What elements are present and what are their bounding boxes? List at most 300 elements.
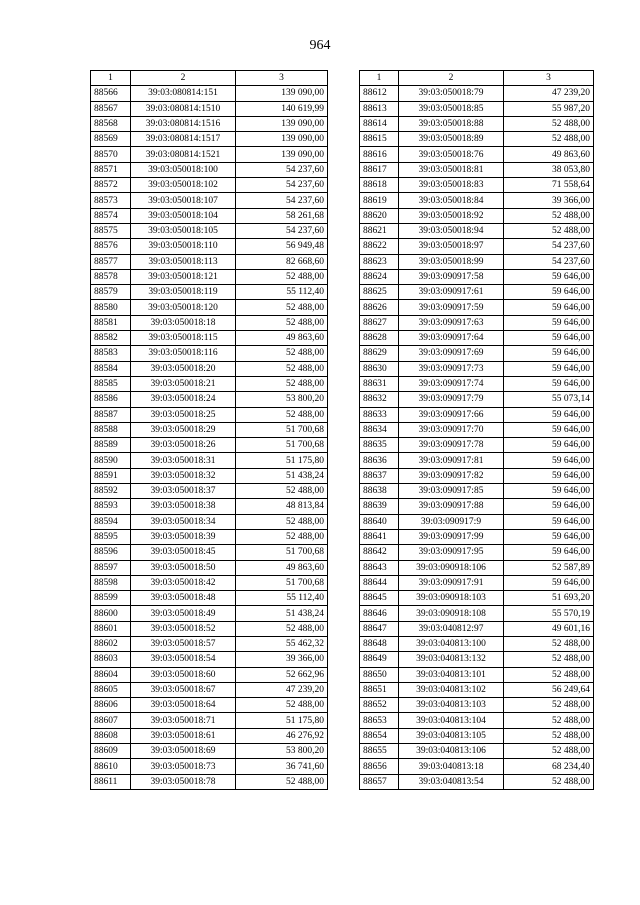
cadastral-number-cell: 39:03:090918:103 — [399, 591, 504, 606]
value-cell: 59 646,00 — [504, 545, 594, 560]
value-cell: 71 558,64 — [504, 178, 594, 193]
value-cell: 52 488,00 — [236, 300, 328, 315]
row-number-cell: 88652 — [360, 698, 399, 713]
table-row — [91, 422, 328, 437]
table-row — [360, 331, 594, 346]
value-cell: 54 237,60 — [236, 193, 328, 208]
column-header: 2 — [131, 71, 236, 86]
table-row — [91, 759, 328, 774]
value-cell: 39 366,00 — [236, 652, 328, 667]
table-row — [91, 636, 328, 651]
cadastral-number-cell: 39:03:050018:115 — [131, 331, 236, 346]
cadastral-number-cell: 39:03:050018:69 — [131, 744, 236, 759]
table-row — [360, 545, 594, 560]
cadastral-number-cell: 39:03:090917:61 — [399, 285, 504, 300]
table-row — [360, 667, 594, 682]
table-row — [91, 86, 328, 101]
value-cell: 139 090,00 — [236, 86, 328, 101]
value-cell: 59 646,00 — [504, 331, 594, 346]
table-row — [91, 162, 328, 177]
cadastral-number-cell: 39:03:040813:102 — [399, 682, 504, 697]
row-number-cell: 88583 — [91, 346, 131, 361]
cadastral-number-cell: 39:03:090918:106 — [399, 560, 504, 575]
table-row — [91, 529, 328, 544]
table-row — [91, 116, 328, 131]
value-cell: 68 234,40 — [504, 759, 594, 774]
table-row — [360, 774, 594, 789]
value-cell: 52 488,00 — [236, 514, 328, 529]
value-cell: 52 488,00 — [504, 116, 594, 131]
cadastral-number-cell: 39:03:050018:45 — [131, 545, 236, 560]
row-number-cell: 88586 — [91, 392, 131, 407]
row-number-cell: 88614 — [360, 116, 399, 131]
table-row — [360, 193, 594, 208]
cadastral-number-cell: 39:03:080814:1517 — [131, 132, 236, 147]
value-cell: 51 700,68 — [236, 545, 328, 560]
table-row — [360, 453, 594, 468]
cadastral-number-cell: 39:03:040813:100 — [399, 636, 504, 651]
value-cell: 52 488,00 — [504, 744, 594, 759]
table-row — [91, 193, 328, 208]
table-row — [360, 162, 594, 177]
row-number-cell: 88639 — [360, 499, 399, 514]
row-number-cell: 88574 — [91, 208, 131, 223]
value-cell: 53 800,20 — [236, 392, 328, 407]
cadastral-number-cell: 39:03:050018:81 — [399, 162, 504, 177]
column-header: 1 — [91, 71, 131, 86]
row-number-cell: 88584 — [91, 361, 131, 376]
cadastral-number-cell: 39:03:050018:116 — [131, 346, 236, 361]
row-number-cell: 88570 — [91, 147, 131, 162]
table-row — [91, 361, 328, 376]
value-cell: 52 488,00 — [236, 698, 328, 713]
row-number-cell: 88582 — [91, 331, 131, 346]
row-number-cell: 88655 — [360, 744, 399, 759]
value-cell: 52 488,00 — [236, 774, 328, 789]
row-number-cell: 88626 — [360, 300, 399, 315]
table-row — [360, 652, 594, 667]
cadastral-number-cell: 39:03:090917:99 — [399, 529, 504, 544]
row-number-cell: 88575 — [91, 223, 131, 238]
table-row — [91, 300, 328, 315]
column-header: 3 — [504, 71, 594, 86]
value-cell: 53 800,20 — [236, 744, 328, 759]
table-row — [360, 438, 594, 453]
table-row — [91, 331, 328, 346]
value-cell: 52 488,00 — [504, 667, 594, 682]
row-number-cell: 88656 — [360, 759, 399, 774]
row-number-cell: 88569 — [91, 132, 131, 147]
cadastral-number-cell: 39:03:050018:57 — [131, 636, 236, 651]
row-number-cell: 88580 — [91, 300, 131, 315]
cadastral-number-cell: 39:03:050018:104 — [131, 208, 236, 223]
value-cell: 52 488,00 — [504, 698, 594, 713]
table-row — [360, 529, 594, 544]
table-row — [360, 499, 594, 514]
cadastral-number-cell: 39:03:050018:64 — [131, 698, 236, 713]
row-number-cell: 88651 — [360, 682, 399, 697]
cadastral-number-cell: 39:03:050018:84 — [399, 193, 504, 208]
value-cell: 54 237,60 — [504, 239, 594, 254]
value-cell: 59 646,00 — [504, 453, 594, 468]
table-row — [360, 254, 594, 269]
row-number-cell: 88617 — [360, 162, 399, 177]
table-row — [360, 636, 594, 651]
table-row — [360, 285, 594, 300]
cadastral-number-cell: 39:03:050018:102 — [131, 178, 236, 193]
cadastral-number-cell: 39:03:090917:63 — [399, 315, 504, 330]
table-row — [360, 728, 594, 743]
cadastral-number-cell: 39:03:050018:99 — [399, 254, 504, 269]
value-cell: 39 366,00 — [504, 193, 594, 208]
row-number-cell: 88601 — [91, 621, 131, 636]
value-cell: 52 488,00 — [236, 529, 328, 544]
row-number-cell: 88629 — [360, 346, 399, 361]
table-row — [91, 499, 328, 514]
value-cell: 49 863,60 — [236, 560, 328, 575]
table-row — [360, 575, 594, 590]
table-row — [91, 713, 328, 728]
value-cell: 59 646,00 — [504, 514, 594, 529]
value-cell: 51 175,80 — [236, 453, 328, 468]
value-cell: 52 488,00 — [236, 346, 328, 361]
value-cell: 59 646,00 — [504, 499, 594, 514]
cadastral-number-cell: 39:03:090917:58 — [399, 269, 504, 284]
cadastral-number-cell: 39:03:090917:66 — [399, 407, 504, 422]
row-number-cell: 88581 — [91, 315, 131, 330]
row-number-cell: 88607 — [91, 713, 131, 728]
table-row — [360, 147, 594, 162]
value-cell: 59 646,00 — [504, 315, 594, 330]
row-number-cell: 88604 — [91, 667, 131, 682]
row-number-cell: 88589 — [91, 438, 131, 453]
cadastral-number-cell: 39:03:050018:119 — [131, 285, 236, 300]
row-number-cell: 88592 — [91, 484, 131, 499]
table-row — [360, 239, 594, 254]
table-row — [360, 468, 594, 483]
row-number-cell: 88636 — [360, 453, 399, 468]
cadastral-number-cell: 39:03:040813:132 — [399, 652, 504, 667]
value-cell: 59 646,00 — [504, 300, 594, 315]
row-number-cell: 88610 — [91, 759, 131, 774]
column-header: 3 — [236, 71, 328, 86]
row-number-cell: 88641 — [360, 529, 399, 544]
row-number-cell: 88649 — [360, 652, 399, 667]
cadastral-number-cell: 39:03:080814:1521 — [131, 147, 236, 162]
table-row — [360, 621, 594, 636]
row-number-cell: 88585 — [91, 376, 131, 391]
table-row — [360, 178, 594, 193]
cadastral-number-cell: 39:03:050018:26 — [131, 438, 236, 453]
cadastral-number-cell: 39:03:050018:32 — [131, 468, 236, 483]
row-number-cell: 88593 — [91, 499, 131, 514]
value-cell: 52 488,00 — [504, 713, 594, 728]
cadastral-number-cell: 39:03:050018:21 — [131, 376, 236, 391]
value-cell: 52 488,00 — [236, 621, 328, 636]
table-row — [91, 744, 328, 759]
value-cell: 54 237,60 — [236, 162, 328, 177]
table-row — [91, 545, 328, 560]
value-cell: 51 700,68 — [236, 575, 328, 590]
table-row — [360, 208, 594, 223]
cadastral-number-cell: 39:03:050018:25 — [131, 407, 236, 422]
cadastral-number-cell: 39:03:050018:120 — [131, 300, 236, 315]
cadastral-number-cell: 39:03:090917:9 — [399, 514, 504, 529]
cadastral-number-cell: 39:03:050018:100 — [131, 162, 236, 177]
value-cell: 51 700,68 — [236, 438, 328, 453]
row-number-cell: 88620 — [360, 208, 399, 223]
cadastral-number-cell: 39:03:050018:49 — [131, 606, 236, 621]
value-cell: 55 073,14 — [504, 392, 594, 407]
row-number-cell: 88631 — [360, 376, 399, 391]
cadastral-number-cell: 39:03:040813:54 — [399, 774, 504, 789]
cadastral-number-cell: 39:03:090917:69 — [399, 346, 504, 361]
cadastral-number-cell: 39:03:090917:88 — [399, 499, 504, 514]
cadastral-number-cell: 39:03:050018:37 — [131, 484, 236, 499]
value-cell: 59 646,00 — [504, 285, 594, 300]
row-number-cell: 88657 — [360, 774, 399, 789]
cadastral-number-cell: 39:03:050018:73 — [131, 759, 236, 774]
row-number-cell: 88599 — [91, 591, 131, 606]
table-row — [91, 698, 328, 713]
cadastral-number-cell: 39:03:090917:82 — [399, 468, 504, 483]
cadastral-number-cell: 39:03:050018:18 — [131, 315, 236, 330]
row-number-cell: 88577 — [91, 254, 131, 269]
table-row — [91, 438, 328, 453]
row-number-cell: 88590 — [91, 453, 131, 468]
table-row — [91, 468, 328, 483]
table-row — [360, 682, 594, 697]
cadastral-number-cell: 39:03:050018:34 — [131, 514, 236, 529]
row-number-cell: 88612 — [360, 86, 399, 101]
row-number-cell: 88602 — [91, 636, 131, 651]
table-row — [360, 606, 594, 621]
row-number-cell: 88638 — [360, 484, 399, 499]
table-row — [360, 484, 594, 499]
row-number-cell: 88568 — [91, 116, 131, 131]
cadastral-number-cell: 39:03:090917:64 — [399, 331, 504, 346]
cadastral-number-cell: 39:03:040813:104 — [399, 713, 504, 728]
table-row — [91, 774, 328, 789]
row-number-cell: 88566 — [91, 86, 131, 101]
table-row — [360, 376, 594, 391]
value-cell: 52 488,00 — [236, 407, 328, 422]
value-cell: 51 175,80 — [236, 713, 328, 728]
cadastral-number-cell: 39:03:040813:106 — [399, 744, 504, 759]
cadastral-number-cell: 39:03:050018:50 — [131, 560, 236, 575]
cadastral-number-cell: 39:03:090917:85 — [399, 484, 504, 499]
row-number-cell: 88611 — [91, 774, 131, 789]
value-cell: 52 488,00 — [236, 361, 328, 376]
value-cell: 52 488,00 — [236, 376, 328, 391]
table-row — [360, 713, 594, 728]
value-cell: 52 488,00 — [504, 132, 594, 147]
value-cell: 140 619,99 — [236, 101, 328, 116]
value-cell: 49 601,16 — [504, 621, 594, 636]
cadastral-number-cell: 39:03:050018:76 — [399, 147, 504, 162]
value-cell: 55 570,19 — [504, 606, 594, 621]
table-row — [91, 560, 328, 575]
row-number-cell: 88644 — [360, 575, 399, 590]
cadastral-number-cell: 39:03:050018:92 — [399, 208, 504, 223]
cadastral-number-cell: 39:03:040813:18 — [399, 759, 504, 774]
table-row — [91, 376, 328, 391]
row-number-cell: 88576 — [91, 239, 131, 254]
cadastral-number-cell: 39:03:050018:83 — [399, 178, 504, 193]
value-cell: 59 646,00 — [504, 438, 594, 453]
table-row — [91, 606, 328, 621]
value-cell: 59 646,00 — [504, 376, 594, 391]
table-row — [91, 239, 328, 254]
value-cell: 56 949,48 — [236, 239, 328, 254]
cadastral-number-cell: 39:03:050018:94 — [399, 223, 504, 238]
row-number-cell: 88572 — [91, 178, 131, 193]
cadastral-number-cell: 39:03:090917:78 — [399, 438, 504, 453]
row-number-cell: 88622 — [360, 239, 399, 254]
value-cell: 59 646,00 — [504, 468, 594, 483]
value-cell: 52 488,00 — [236, 315, 328, 330]
value-cell: 49 863,60 — [236, 331, 328, 346]
table-row — [91, 621, 328, 636]
value-cell: 59 646,00 — [504, 422, 594, 437]
row-number-cell: 88616 — [360, 147, 399, 162]
table-row — [91, 575, 328, 590]
row-number-cell: 88603 — [91, 652, 131, 667]
value-cell: 139 090,00 — [236, 116, 328, 131]
cadastral-number-cell: 39:03:090917:81 — [399, 453, 504, 468]
row-number-cell: 88600 — [91, 606, 131, 621]
table-row — [91, 667, 328, 682]
row-number-cell: 88653 — [360, 713, 399, 728]
row-number-cell: 88596 — [91, 545, 131, 560]
cadastral-number-cell: 39:03:050018:85 — [399, 101, 504, 116]
cadastral-number-cell: 39:03:050018:42 — [131, 575, 236, 590]
row-number-cell: 88647 — [360, 621, 399, 636]
row-number-cell: 88591 — [91, 468, 131, 483]
table-row — [91, 101, 328, 116]
row-number-cell: 88588 — [91, 422, 131, 437]
row-number-cell: 88567 — [91, 101, 131, 116]
table-row — [91, 147, 328, 162]
cadastral-number-cell: 39:03:090917:79 — [399, 392, 504, 407]
value-cell: 58 261,68 — [236, 208, 328, 223]
row-number-cell: 88571 — [91, 162, 131, 177]
table-row — [91, 728, 328, 743]
row-number-cell: 88646 — [360, 606, 399, 621]
cadastral-number-cell: 39:03:050018:60 — [131, 667, 236, 682]
table-row — [360, 422, 594, 437]
cadastral-number-cell: 39:03:090918:108 — [399, 606, 504, 621]
table-row — [91, 392, 328, 407]
row-number-cell: 88633 — [360, 407, 399, 422]
row-number-cell: 88621 — [360, 223, 399, 238]
table-row — [360, 223, 594, 238]
row-number-cell: 88623 — [360, 254, 399, 269]
value-cell: 59 646,00 — [504, 361, 594, 376]
value-cell: 52 488,00 — [504, 636, 594, 651]
value-cell: 47 239,20 — [236, 682, 328, 697]
value-cell: 59 646,00 — [504, 269, 594, 284]
value-cell: 46 276,92 — [236, 728, 328, 743]
value-cell: 55 462,32 — [236, 636, 328, 651]
table-row — [360, 392, 594, 407]
row-number-cell: 88637 — [360, 468, 399, 483]
column-header: 2 — [399, 71, 504, 86]
row-number-cell: 88587 — [91, 407, 131, 422]
row-number-cell: 88618 — [360, 178, 399, 193]
value-cell: 47 239,20 — [504, 86, 594, 101]
value-cell: 51 438,24 — [236, 468, 328, 483]
cadastral-number-cell: 39:03:050018:29 — [131, 422, 236, 437]
value-cell: 55 112,40 — [236, 591, 328, 606]
value-cell: 52 488,00 — [236, 269, 328, 284]
value-cell: 52 488,00 — [504, 208, 594, 223]
row-number-cell: 88608 — [91, 728, 131, 743]
table-row — [91, 407, 328, 422]
table-row — [91, 208, 328, 223]
row-number-cell: 88628 — [360, 331, 399, 346]
value-cell: 54 237,60 — [236, 178, 328, 193]
row-number-cell: 88627 — [360, 315, 399, 330]
row-number-cell: 88642 — [360, 545, 399, 560]
row-number-cell: 88598 — [91, 575, 131, 590]
value-cell: 49 863,60 — [504, 147, 594, 162]
cadastral-number-cell: 39:03:080814:1516 — [131, 116, 236, 131]
cadastral-number-cell: 39:03:050018:107 — [131, 193, 236, 208]
cadastral-number-cell: 39:03:050018:79 — [399, 86, 504, 101]
cadastral-number-cell: 39:03:090917:91 — [399, 575, 504, 590]
cadastral-number-cell: 39:03:050018:24 — [131, 392, 236, 407]
table-row — [91, 178, 328, 193]
table-row — [360, 514, 594, 529]
row-number-cell: 88654 — [360, 728, 399, 743]
table-row — [91, 652, 328, 667]
table-row — [91, 453, 328, 468]
value-cell: 56 249,64 — [504, 682, 594, 697]
value-cell: 51 693,20 — [504, 591, 594, 606]
row-number-cell: 88635 — [360, 438, 399, 453]
table-row — [91, 591, 328, 606]
table-row — [360, 101, 594, 116]
value-cell: 54 237,60 — [236, 223, 328, 238]
row-number-cell: 88579 — [91, 285, 131, 300]
row-number-cell: 88594 — [91, 514, 131, 529]
table-header-row — [360, 71, 594, 86]
table-row — [360, 315, 594, 330]
table-row — [91, 346, 328, 361]
row-number-cell: 88595 — [91, 529, 131, 544]
cadastral-number-cell: 39:03:090917:70 — [399, 422, 504, 437]
table-row — [360, 591, 594, 606]
table-row — [91, 269, 328, 284]
table-row — [360, 346, 594, 361]
row-number-cell: 88605 — [91, 682, 131, 697]
cadastral-number-cell: 39:03:050018:110 — [131, 239, 236, 254]
value-cell: 55 112,40 — [236, 285, 328, 300]
cadastral-number-cell: 39:03:050018:61 — [131, 728, 236, 743]
table-header-row — [91, 71, 328, 86]
table-row — [360, 300, 594, 315]
table-row — [91, 285, 328, 300]
value-cell: 59 646,00 — [504, 575, 594, 590]
value-cell: 82 668,60 — [236, 254, 328, 269]
cadastral-number-cell: 39:03:040813:105 — [399, 728, 504, 743]
cadastral-number-cell: 39:03:050018:52 — [131, 621, 236, 636]
row-number-cell: 88597 — [91, 560, 131, 575]
cadastral-number-cell: 39:03:050018:71 — [131, 713, 236, 728]
page-number: 964 — [309, 38, 331, 53]
row-number-cell: 88624 — [360, 269, 399, 284]
